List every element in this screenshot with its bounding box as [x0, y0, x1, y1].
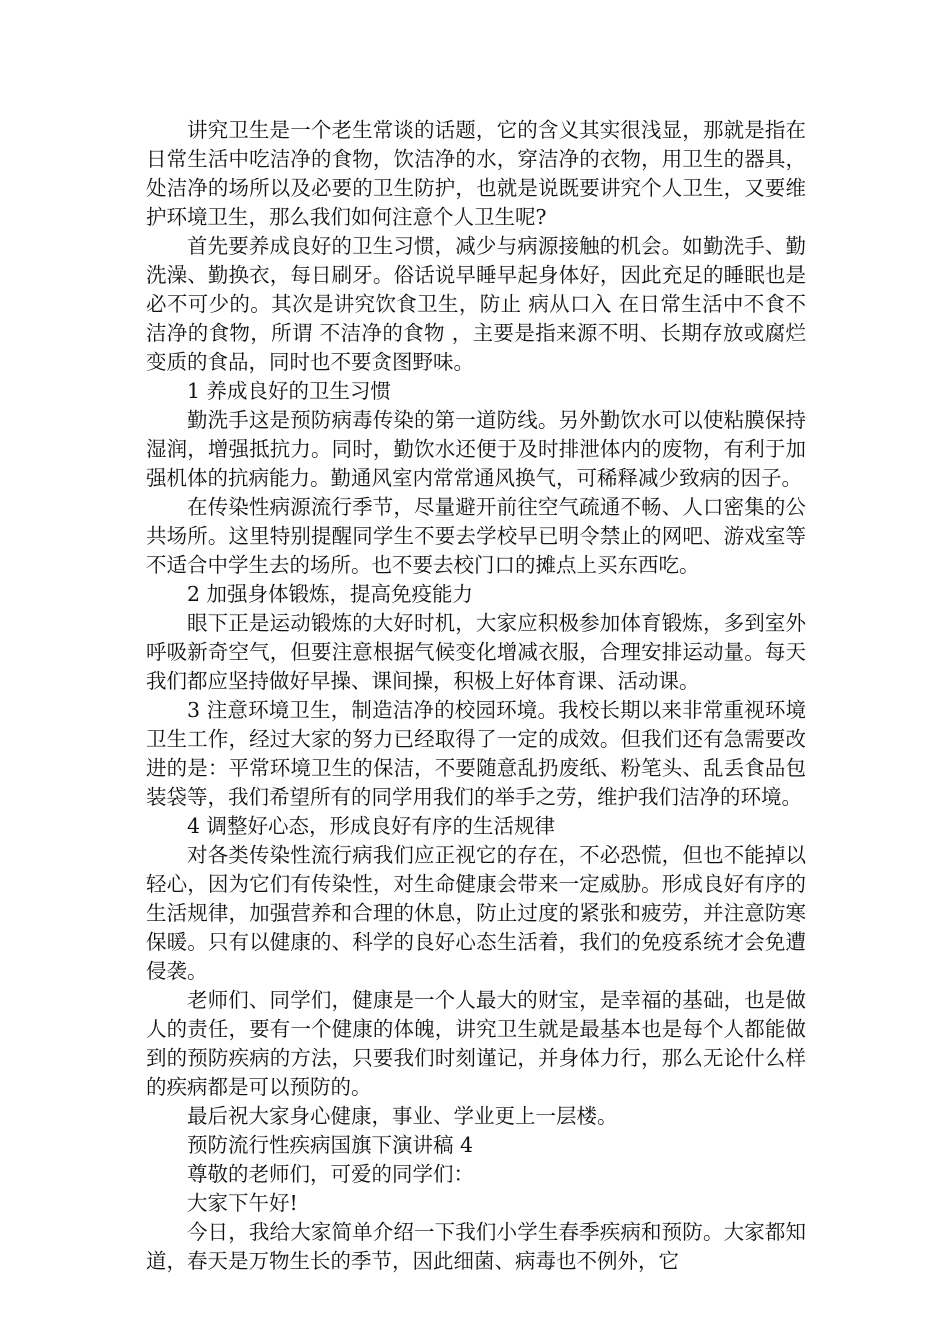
paragraph-mindset: 对各类传染性流行病我们应正视它的存在，不必恐慌，但也不能掉以轻心，因为它们有传染性，对生命健康会带来一定威胁。形成良好有序的生活规律，加强营养和合理的休息，防止过度的紧张和疲劳，并注意防寒保暖。只有以健康的、科学的良好心态生活着，我们的免疫系统才会免遭侵袭。	[146, 843, 806, 983]
paragraph-handwashing: 勤洗手这是预防病毒传染的第一道防线。另外勤饮水可以使粘膜保持湿润，增强抵抗力。同时，勤饮水还便于及时排泄体内的废物，有利于加强机体的抗病能力。勤通风室内常常通风换气，可稀释减少致病的因子。	[146, 408, 806, 490]
paragraph-public-places: 在传染性病源流行季节，尽量避开前往空气疏通不畅、人口密集的公共场所。这里特别提醒同学生不要去学校早已明令禁止的网吧、游戏室等不适合中学生去的场所。也不要去校门口的摊点上买东西吃。	[146, 495, 806, 577]
document-body	[146, 116, 806, 1276]
paragraph-intro: 讲究卫生是一个老生常谈的话题，它的含义其实很浅显，那就是指在日常生活中吃洁净的食物，饮洁净的水，穿洁净的衣物，用卫生的器具，处洁净的场所以及必要的卫生防护，也就是说既要讲究个人卫生，又要维护环境卫生，那么我们如何注意个人卫生呢?	[146, 118, 806, 229]
section-heading-1: 1 养成良好的卫生习惯	[187, 379, 392, 403]
paragraph-health-treasure: 老师们、同学们，健康是一个人最大的财宝，是幸福的基础，也是做人的责任，要有一个健康的体魄，讲究卫生就是最基本也是每个人都能做到的预防疾病的方法，只要我们时刻谨记，并身体力行，那么无论什么样的疾病都是可以预防的。	[146, 988, 806, 1099]
paragraph-exercise: 眼下正是运动锻炼的大好时机，大家应积极参加体育锻炼，多到室外呼吸新奇空气，但要注意根据气候变化增减衣服，合理安排运动量。每天我们都应坚持做好早操、课间操，积极上好体育课、活动课。	[146, 611, 806, 693]
paragraph-wishes: 最后祝大家身心健康，事业、学业更上一层楼。	[187, 1104, 618, 1128]
salutation: 尊敬的老师们，可爱的同学们：	[187, 1162, 474, 1186]
section-heading-2: 2 加强身体锻炼，提高免疫能力	[187, 582, 474, 606]
section-heading-4: 4 调整好心态，形成良好有序的生活规律	[187, 814, 556, 838]
paragraph-spring-intro: 今日，我给大家简单介绍一下我们小学生春季疾病和预防。大家都知道，春天是万物生长的季节，因此细菌、病毒也不例外，它	[146, 1220, 806, 1273]
paragraph-environment: 3 注意环境卫生，制造洁净的校园环境。我校长期以来非常重视环境卫生工作，经过大家的努力已经取得了一定的成效。但我们还有急需要改进的是：平常环境卫生的保洁，不要随意乱扔废纸、粉笔头、乱丢食品包装袋等，我们希望所有的同学用我们的举手之劳，维护我们洁净的环境。	[146, 698, 806, 809]
greeting: 大家下午好!	[187, 1191, 298, 1215]
speech-title: 预防流行性疾病国旗下演讲稿 4	[187, 1133, 474, 1157]
paragraph-habits: 首先要养成良好的卫生习惯，减少与病源接触的机会。如勤洗手、勤洗澡、勤换衣，每日刷牙。俗话说早睡早起身体好，因此充足的睡眠也是必不可少的。其次是讲究饮食卫生，防止 病从口入 在日常生活中不食不洁净的食物，所谓 不洁净的食物 ，主要是指来源不明、长期存放或腐烂变质的食品，同时也不要贪图野味。	[146, 234, 806, 374]
